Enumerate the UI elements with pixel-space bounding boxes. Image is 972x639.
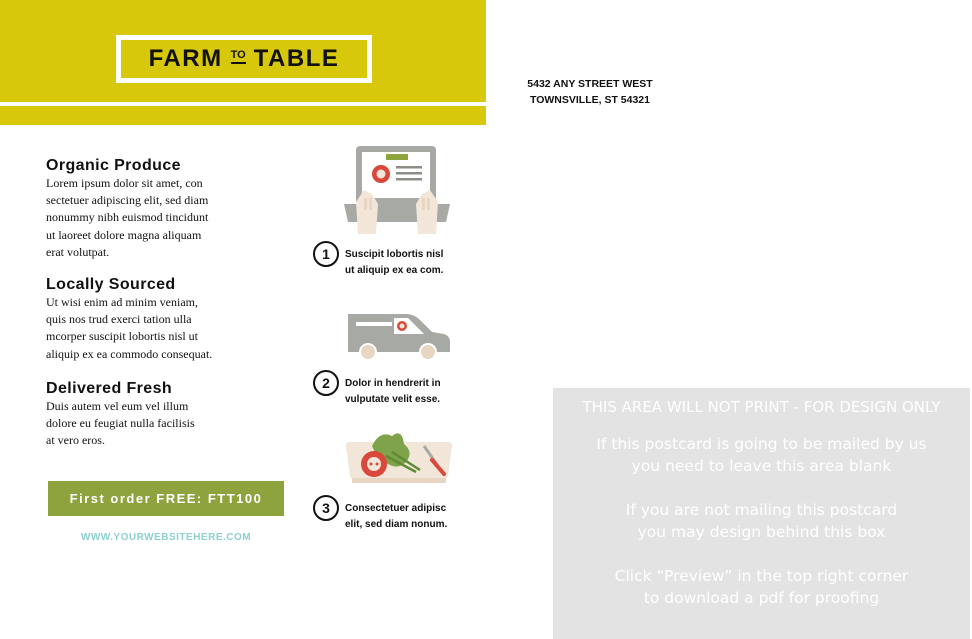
feature-title: Locally Sourced [46,276,176,293]
step-text-3: Consectetuer adipisc elit, sed diam nonum. [345,503,448,530]
no-print-note-mailing: If this postcard is going to be mailed by us you need to leave this area blank [596,435,927,475]
step-text-1: Suscipit lobortis nisl ut aliquip ex ea com. [345,249,444,276]
feature-title: Organic Produce [46,157,181,174]
cutting-board-icon [344,430,454,492]
no-print-note-design: If you are not mailing this postcard you may design behind this box [625,501,898,541]
brand-word-to: TO [231,50,246,64]
brand-logo [116,35,372,83]
no-print-area [553,388,970,639]
promo-banner: First order FREE: FTT100 [48,481,284,516]
feature-locally-sourced [46,276,286,363]
step-number-3: 3 [313,495,339,521]
address-line-2: TOWNSVILLE, ST 54321 [529,94,650,106]
address-line-1: 5432 ANY STREET WEST [527,78,653,90]
delivery-van-icon [344,310,452,364]
no-print-note-preview: Click “Preview” in the top right corner to download a pdf for proofing [614,567,909,607]
return-address [510,76,670,108]
brand-word-farm: FARM [148,45,223,72]
step-text-2: Dolor in hendrerit in vulputate velit esse. [345,378,441,405]
feature-body: Ut wisi enim ad minim veniam, quis nos trud exerci tation ulla mcorper suscipit lobortis nisl ut aliquip ex ea commodo consequat. [46,295,213,361]
brand-word-table: TABLE [253,45,340,72]
step-number-1: 1 [313,241,339,267]
feature-title: Delivered Fresh [46,380,173,397]
feature-delivered-fresh [46,380,286,450]
website-link[interactable]: WWW.YOURWEBSITEHERE.COM [80,532,252,543]
header-stripe [0,102,486,106]
feature-body: Lorem ipsum dolor sit amet, con sectetuer adipiscing elit, sed diam nonummy nibh euismod tincidunt ut laoreet dolore magna aliquam erat volutpat. [46,176,209,259]
feature-body: Duis autem vel eum vel illum dolore eu feugiat nulla facilisis at vero eros. [46,399,195,448]
step-number-2: 2 [313,370,339,396]
laptop-order-icon [342,144,452,236]
no-print-heading: THIS AREA WILL NOT PRINT - FOR DESIGN ONLY [582,398,941,416]
feature-organic-produce [46,157,286,261]
